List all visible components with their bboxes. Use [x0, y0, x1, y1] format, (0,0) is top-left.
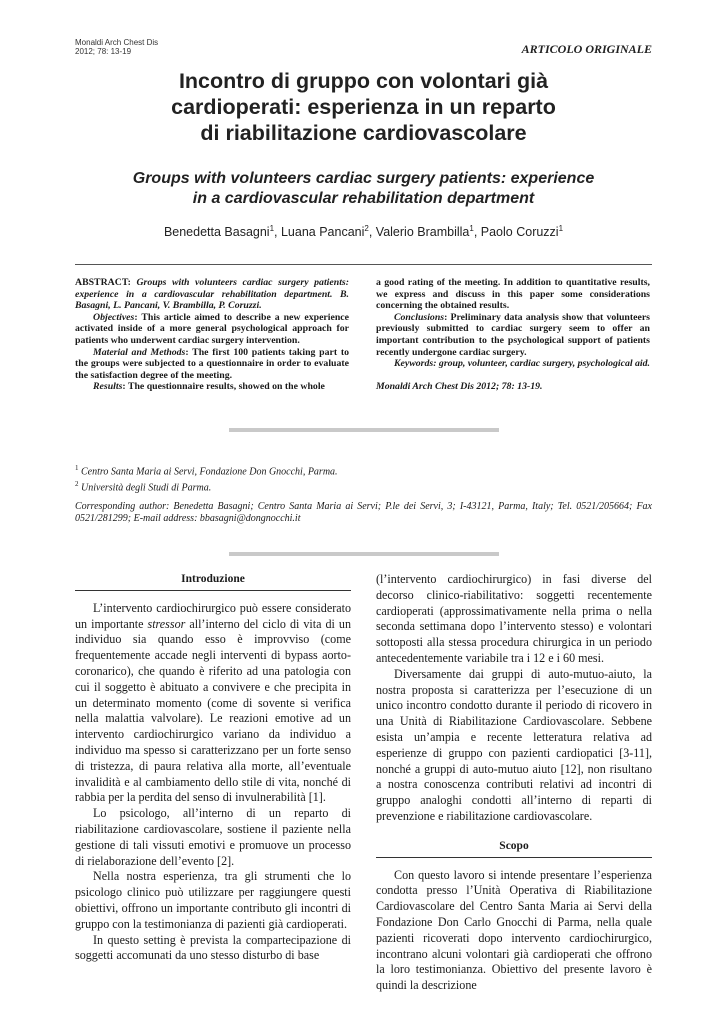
body-paragraph: Lo psicologo, all’interno di un reparto di riabilitazione cardiovascolare, sostiene il paziente nella gestione di tali vissuti emotivi e promuove un processo di rielaborazione dell’evento [2]. — [75, 806, 351, 868]
section-heading-introduzione: Introduzione — [75, 572, 351, 591]
title-line-1: Incontro di gruppo con volontari già — [178, 69, 549, 93]
separator-bar — [229, 552, 499, 556]
abstract-objectives: Objectives: This article aimed to describe a new experience activated inside of a more general psychological approach for patients who underwent cardiac surgery intervention. — [75, 311, 349, 346]
affiliation: $^2$ Università degli Studi di Parma. — [75, 480, 212, 494]
corresponding-author: Corresponding author: Benedetta Basagni; Centro Santa Maria ai Servi; P.le dei Servi, 3; I-43121, Parma, Italy; Tel. 0521/205664; Fax 0521/281299; E-mail address: bbasagni@dongnocchi.it — [75, 501, 652, 524]
article-type-label: ARTICOLO ORIGINALE — [521, 42, 652, 56]
abstract-results: Results: The questionnaire results, showed on the whole — [93, 381, 325, 393]
body-paragraph: Con questo lavoro si intende presentare l’esperienza condotta presso l’Unità Operativa di Riabilitazione Cardiovascolare del Centro Santa Maria ai Servi della Fondazione Don Carlo Gnocchi di Parma, nella quale pazienti ricoverati dopo intervento cardiochirurgico, incontrano alcuni volontari già cardioperati che offrono la loro testimonianza. Obiettivo del presente lavoro è quindi la descrizione — [376, 867, 652, 993]
title-line-3: di riabilitazione cardiovascolare — [200, 121, 527, 145]
title-line-2: cardioperati: esperienza in un reparto — [171, 95, 556, 119]
abstract-citation: Monaldi Arch Chest Dis 2012; 78: 13-19. — [376, 381, 543, 393]
abstract-column-right — [376, 277, 650, 393]
abstract-results-continued: a good rating of the meeting. In addition to quantitative results, we express and discuss in this paper some considerations concerning the obtained results. — [376, 277, 650, 312]
body-paragraph: Nella nostra esperienza, tra gli strumenti che lo psicologo clinico può utilizzare per raggiungere questi obiettivi, offrono un importante contributo gli incontri di gruppo con la testimonianza di pazienti già cardioperati. — [75, 869, 351, 931]
author: Valerio Brambilla$^1$, — [375, 224, 481, 240]
body-paragraph: L’intervento cardiochirurgico può essere considerato un importante stressor all’interno del ciclo di vita di un individuo sia quando esso è improvviso (come frequentemente accade negli interventi di bypass aorto-coronarico), che quando è riferito ad una patologia con cui il soggetto è abituato a convivere e che precipita in un determinato momento (come di sovente si verifica nella malattia valvolare). Le reazioni emotive ad un intervento cardiochirurgico variano da individuo a individuo ma spesso si caratterizzano per un forte senso di tristezza, di paura relativa alla morte, all’eventuale invalidità e al cambiamento dello stile di vita, nonché di rabbia per la perdita del senso di invulnerabilità [1]. — [75, 600, 352, 805]
author: Benedetta Basagni$^1$, — [163, 224, 281, 240]
abstract-top-rule — [75, 264, 652, 265]
affiliation: $^1$ Centro Santa Maria ai Servi, Fondazione Don Gnocchi, Parma. — [75, 464, 338, 478]
abstract-column-left — [75, 277, 349, 393]
abstract-methods: Material and Methods: The first 100 patients taking part to the groups were subjected to a questionnaire in order to evaluate the satisfaction degree of the meeting. — [75, 346, 349, 381]
english-title — [60, 169, 667, 209]
journal-volume: 2012; 78: 13-19 — [75, 47, 132, 56]
article-title — [60, 68, 667, 146]
abstract-conclusions: Conclusions: Preliminary data analysis show that volunteers previously submitted to cardiac surgery seem to offer an important contribution to the psychological support of patients recently undergone cardiac surgery. — [376, 311, 650, 358]
body-column-left — [75, 572, 351, 964]
body-column-right — [376, 572, 652, 994]
journal-reference — [75, 38, 158, 56]
body-paragraph: Diversamente dai gruppi di auto-mutuo-aiuto, la nostra proposta si caratterizza per l’esecuzione di un unico incontro condotto durante il periodo di ricovero in una Unità di Riabilitazione Cardiovascolare. Sebbene esista un’ampia e recente letteratura relativa ad esperienze di gruppo con pazienti cardiopatici [3-11], nonché a gruppi di auto-mutuo aiuto [12], non risultano a nostra conoscenza contributi relativi ad incontri di gruppo analoghi condotti all’interno di reparti di prevenzione e riabilitazione cardiovascolare. — [376, 666, 652, 823]
body-paragraph: In questo setting è prevista la compartecipazione di soggetti accomunati da uno stesso disturbo di base — [75, 932, 351, 963]
author-list — [60, 224, 667, 239]
body-paragraph-continued: (l’intervento cardiochirurgico) in fasi diverse del decorso clinico-riabilitativo: soggetti recentemente cardioperati (approssimativamente nella prima o nella seconda settimana dopo l’intervento stesso) e volontari sottoposti alla stessa procedura chirurgica in un periodo antecedentemente variabile tra i 12 e i 60 mesi. — [376, 572, 652, 665]
journal-name: Monaldi Arch Chest Dis — [75, 38, 159, 47]
author: Paolo Coruzzi$^1$ — [480, 224, 564, 240]
abstract-keywords: Keywords: group, volunteer, cardiac surgery, psychological aid. — [394, 358, 650, 370]
author: Luana Pancani$^2$, — [280, 224, 376, 240]
affiliations — [75, 462, 338, 495]
subtitle-line-2: in a cardiovascular rehabilitation department — [192, 190, 535, 207]
abstract-intro: ABSTRACT: Groups with volunteers cardiac surgery patients: experience in a cardiovascular rehabilitation department. B. Basagni, L. Pancani, V. Brambilla, P. Coruzzi. — [75, 277, 349, 312]
section-heading-scopo: Scopo — [376, 839, 652, 858]
subtitle-line-1: Groups with volunteers cardiac surgery patients: experience — [132, 170, 595, 187]
separator-bar — [229, 428, 499, 432]
